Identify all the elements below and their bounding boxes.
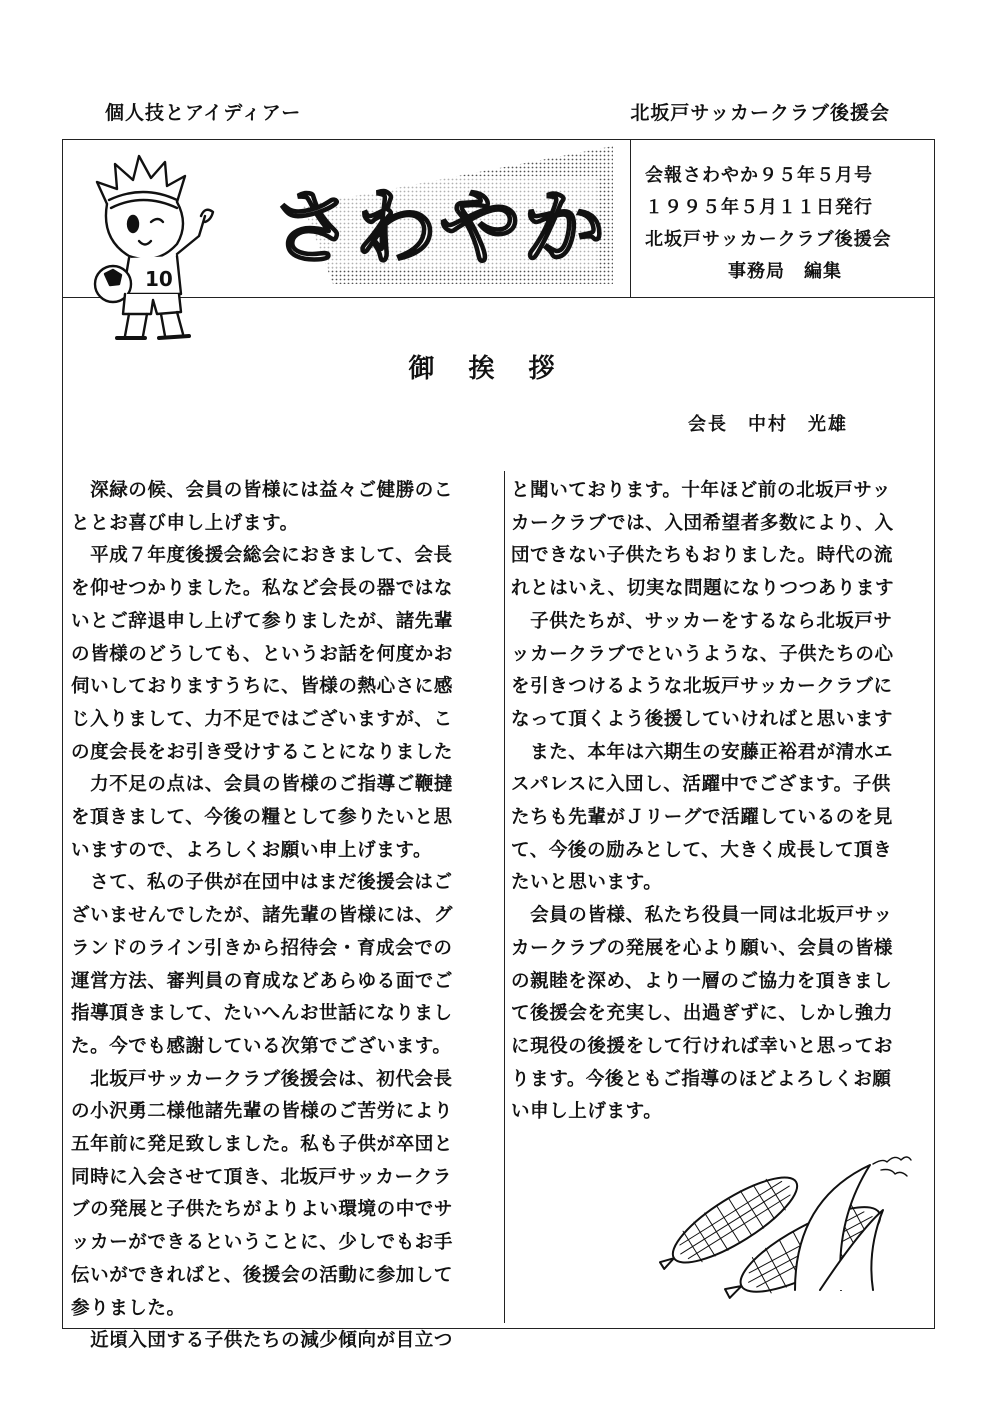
article-line: て、今後の励みとして、大きく成長して頂き bbox=[511, 839, 893, 861]
article-author: 会長 中村 光雄 bbox=[688, 414, 848, 435]
article-line: スパレスに入団し、活躍中でござます。子供 bbox=[511, 774, 891, 796]
article-line: 平成７年度後援会総会におきまして、会長 bbox=[71, 545, 453, 567]
article-line: 北坂戸サッカークラブ後援会は、初代会長 bbox=[71, 1068, 453, 1090]
logo-title-text: さわやか bbox=[271, 180, 608, 276]
article-line: なって頂くよう後援していければと思います bbox=[511, 708, 894, 730]
article-line: を頂きまして、今後の糧として参りたいと思 bbox=[71, 807, 453, 829]
masthead-vertical-divider bbox=[630, 140, 631, 297]
article-line: を仰せつかりました。私など会長の器ではな bbox=[71, 578, 454, 600]
corn-illustration-icon bbox=[645, 1140, 915, 1310]
article-line: 参りました。 bbox=[71, 1297, 186, 1319]
newsletter-frame bbox=[62, 139, 935, 1352]
article-line: いとご辞退申し上げて参りましたが、諸先輩 bbox=[71, 610, 454, 632]
header-left-title: 個人技とアイディアー bbox=[105, 102, 302, 124]
publication-info bbox=[645, 160, 925, 288]
article-line: を引きつけるような北坂戸サッカークラブに bbox=[511, 676, 893, 698]
article-line: れとはいえ、切実な問題になりつつあります bbox=[511, 578, 895, 600]
article-line: 伺いしておりますうちに、皆様の熱心さに感 bbox=[71, 676, 454, 698]
article-line: た。今でも感謝している次第でございます。 bbox=[71, 1035, 452, 1057]
article-line: 会員の皆様、私たち役員一同は北坂戸サッ bbox=[511, 905, 893, 927]
article-line: の小沢勇二様他諸先輩の皆様のご苦労により bbox=[71, 1101, 454, 1123]
article-line: い申し上げます。 bbox=[511, 1101, 663, 1123]
article-line: ランドのライン引きから招待会・育成会での bbox=[71, 937, 453, 959]
article-line: ざいませんでしたが、諸先輩の皆様には、グ bbox=[71, 905, 454, 927]
article-line: の親睦を深め、より一層のご協力を頂きまし bbox=[511, 970, 893, 992]
article-line: 五年前に発足致しました。私も子供が卒団と bbox=[71, 1134, 454, 1156]
mascot-jersey-number: 10 bbox=[145, 267, 173, 291]
column-divider bbox=[504, 471, 505, 1323]
publication-editor: 事務局 編集 bbox=[728, 261, 842, 282]
article-line: 近頃入団する子供たちの減少傾向が目立つ bbox=[71, 1330, 454, 1352]
article-line: 運営方法、審判員の育成などあらゆる面でご bbox=[71, 970, 454, 992]
sawayaka-title-logo bbox=[263, 146, 618, 284]
article-line: たちも先輩がＪリーグで活躍しているのを見 bbox=[511, 807, 894, 829]
soccer-boy-mascot-icon bbox=[77, 144, 217, 349]
article-line: の皆様のどうしても、というお話を何度かお bbox=[71, 643, 454, 665]
article-right-column bbox=[511, 475, 943, 1129]
article-line: 同時に入会させて頂き、北坂戸サッカークラ bbox=[71, 1166, 452, 1188]
article-line: 伝いができればと、後援会の活動に参加して bbox=[71, 1264, 454, 1286]
article-left-column bbox=[71, 475, 503, 1358]
article-line: ります。今後ともご指導のほどよろしくお願 bbox=[511, 1068, 892, 1090]
publication-publisher: 北坂戸サッカークラブ後援会 bbox=[645, 229, 892, 250]
article-line: じ入りまして、力不足ではございますが、こ bbox=[71, 708, 453, 730]
article-line: 力不足の点は、会員の皆様のご指導ご鞭撻 bbox=[71, 774, 454, 796]
header-right-title: 北坂戸サッカークラブ後援会 bbox=[630, 102, 890, 124]
article-line: 子供たちが、サッカーをするなら北坂戸サ bbox=[511, 610, 893, 632]
article-line: と聞いております。十年ほど前の北坂戸サッ bbox=[511, 480, 892, 501]
article-line: 団できない子供たちもおりました。時代の流 bbox=[511, 545, 894, 567]
article-line: ッカークラブでというような、子供たちの心 bbox=[511, 643, 894, 665]
publication-date: １９９５年５月１１日発行 bbox=[645, 197, 873, 218]
article-line: て後援会を充実し、出過ぎずに、しかし強力 bbox=[511, 1003, 894, 1025]
article-line: カークラブの発展を心より願い、会員の皆様 bbox=[511, 937, 894, 959]
article-line: ッカーができるということに、少しでもお手 bbox=[71, 1232, 454, 1254]
article-title: 御挨拶 bbox=[408, 354, 589, 384]
article-line: ととお喜び申し上げます。 bbox=[71, 512, 299, 534]
article-line: に現役の後援をして行ければ幸いと思ってお bbox=[511, 1035, 894, 1057]
article-line: 指導頂きまして、たいへんお世話になりまし bbox=[71, 1003, 453, 1025]
article-line: ブの発展と子供たちがよりよい環境の中でサ bbox=[71, 1199, 454, 1221]
publication-issue: 会報さわやか９５年５月号 bbox=[645, 165, 873, 186]
article-line: さて、私の子供が在団中はまだ後援会はご bbox=[71, 872, 453, 894]
article-line: たいと思います。 bbox=[511, 872, 663, 894]
article-line: 深緑の候、会員の皆様には益々ご健勝のこ bbox=[71, 480, 454, 501]
article-line: の度会長をお引き受けすることになりました bbox=[71, 741, 454, 763]
article-line: また、本年は六期生の安藤正裕君が清水エ bbox=[511, 741, 894, 763]
article-line: カークラブでは、入団希望者多数により、入 bbox=[511, 512, 894, 534]
article-line: いますので、よろしくお願い申上げます。 bbox=[71, 839, 433, 861]
